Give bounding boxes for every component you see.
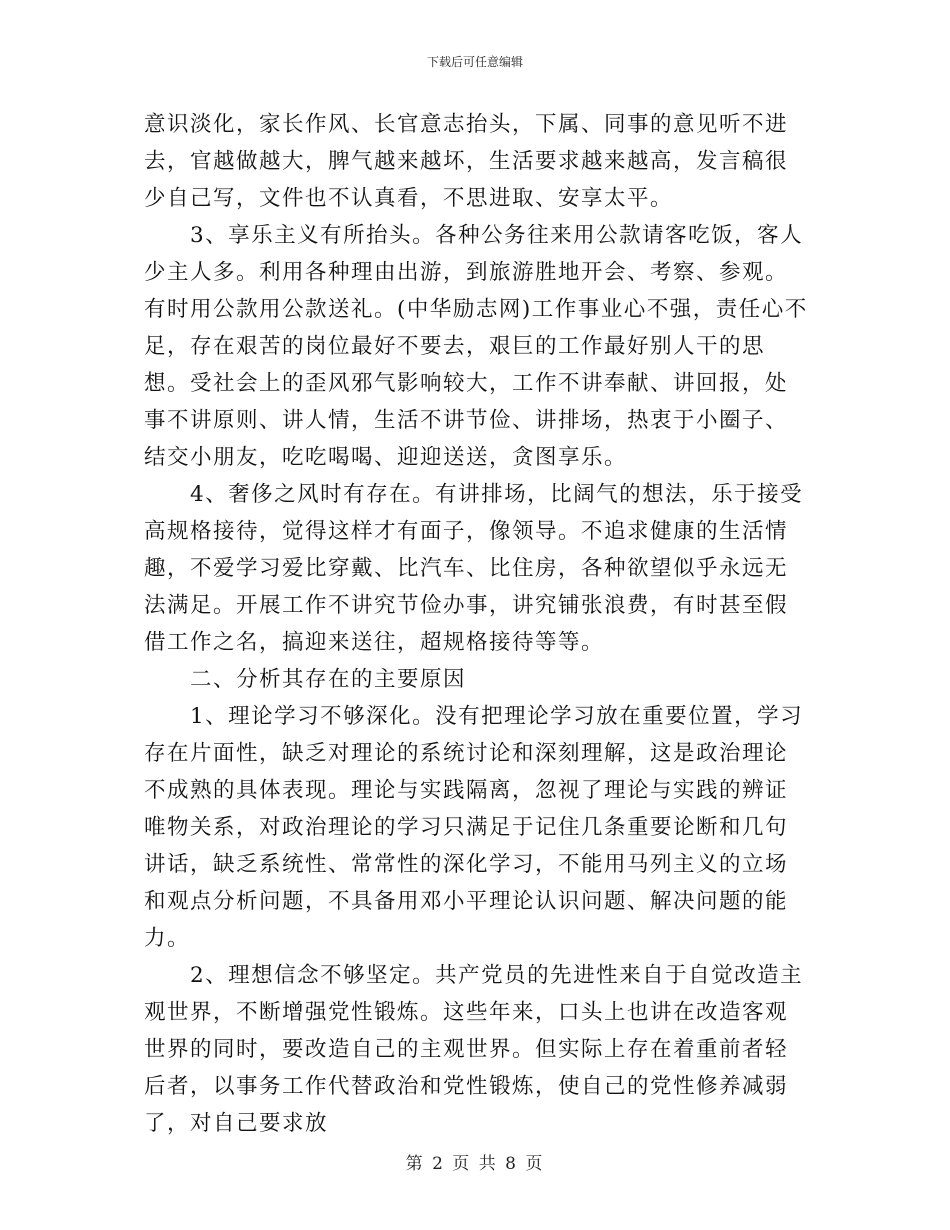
paragraph-item-4: 4、奢侈之风时有存在。有讲排场，比阔气的想法，乐于接受高规格接待，觉得这样才有面子，像领导。不追求健康的生活情趣，不爱学习爱比穿戴、比汽车、比住房，各种欲望似乎永远无法满足。开展工作不讲究节俭办事，讲究铺张浪费，有时甚至假借工作之名，搞迎来送往，超规格接待等等。 [144,482,804,655]
paragraph-item-3: 3、享乐主义有所抬头。各种公务往来用公款请客吃饭，客人少主人多。利用各种理由出游，到旅游胜地开会、考察、参观。有时用公款用公款送礼。(中华励志网)工作事业心不强，责任心不足，存在艰苦的岗位最好不要去，艰巨的工作最好别人干的思想。受社会上的歪风邪气影响较大，工作不讲奉献、讲回报，处事不讲原则、讲人情，生活不讲节俭、讲排场，热衷于小圈子、结交小朋友，吃吃喝喝、迎迎送送，贪图享乐。 [144,223,808,470]
section-heading: 二、分析其存在的主要原因 [190,667,467,692]
page-header: 下载后可任意编辑 [426,55,523,69]
page-number-footer: 第 2 页 共 8 页 [405,1154,545,1174]
document-body [144,106,808,1142]
paragraph-reason-2: 2、理想信念不够坚定。共产党员的先进性来自于自觉改造主观世界，不断增强党性锻炼。这些年来，口头上也讲在改造客观世界的同时，要改造自己的主观世界。但实际上存在着重前者轻后者，以事务工作代替政治和党性锻炼，使自己的党性修养减弱了，对自己要求放 [144,963,804,1136]
paragraph-continuation: 意识淡化，家长作风、长官意志抬头，下属、同事的意见听不进去，官越做越大，脾气越来越坏，生活要求越来越高，发言稿很少自己写，文件也不认真看，不思进取、安享太平。 [144,112,789,211]
paragraph-reason-1: 1、理论学习不够深化。没有把理论学习放在重要位置，学习存在片面性，缺乏对理论的系统讨论和深刻理解，这是政治理论不成熟的具体表现。理论与实践隔离，忽视了理论与实践的辨证唯物关系，对政治理论的学习只满足于记住几条重要论断和几句讲话，缺乏系统性、常常性的深化学习，不能用马列主义的立场和观点分析问题，不具备用邓小平理论认识问题、解决问题的能力。 [144,704,804,951]
